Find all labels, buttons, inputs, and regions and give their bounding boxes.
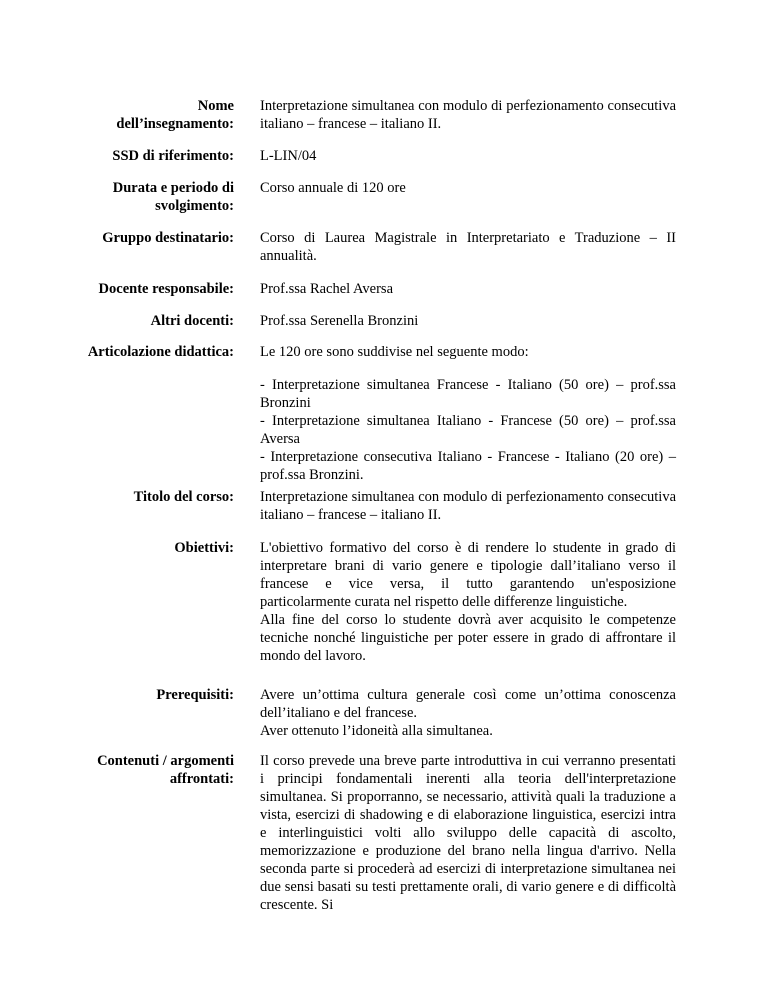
value-gruppo: [260, 229, 676, 265]
paragraph: L'obiettivo formativo del corso è di rendere lo studente in grado di interpretare brani di vario genere e tipologie dall’italiano verso il francese e vice versa, il tutto garantendo un'esposizione particolarmente curata nel rispetto delle differenze linguistiche.: [260, 540, 676, 610]
value-titolo-corso: [260, 488, 676, 524]
value-durata: [260, 179, 676, 197]
value-articolazione: [260, 343, 676, 361]
label-titolo-corso: Titolo del corso:: [133, 489, 234, 505]
value-line: Interpretazione simultanea con modulo di perfezionamento consecutiva italiano – francese – italiano II.: [260, 98, 676, 132]
value-line: Corso annuale di 120 ore: [260, 180, 406, 196]
paragraph: Alla fine del corso lo studente dovrà aver acquisito le competenze tecniche nonché linguistiche per poter essere in grado di affrontare il mondo del lavoro.: [260, 612, 676, 664]
value-line: L-LIN/04: [260, 148, 317, 164]
value-prerequisiti: [260, 686, 676, 740]
paragraph: Avere un’ottima cultura generale così come un’ottima conoscenza dell’italiano e del francese.: [260, 687, 676, 721]
label-nome-insegnamento: Nome dell’insegnamento:: [116, 98, 234, 132]
value-line: Corso di Laurea Magistrale in Interpretariato e Traduzione – II annualità.: [260, 230, 676, 264]
value-altri-docenti: [260, 312, 676, 330]
label-altri-docenti: Altri docenti:: [150, 313, 234, 329]
value-line: Le 120 ore sono suddivise nel seguente modo:: [260, 344, 529, 360]
label-ssd: SSD di riferimento:: [112, 148, 234, 164]
list-item: - Interpretazione consecutiva Italiano - Francese - Italiano (20 ore) – prof.ssa Bronzini.: [260, 449, 676, 483]
articolazione-list: [260, 376, 676, 484]
label-obiettivi: Obiettivi:: [174, 540, 234, 556]
list-item: - Interpretazione simultanea Francese - Italiano (50 ore) – prof.ssa Bronzini: [260, 377, 676, 411]
value-obiettivi: [260, 539, 676, 665]
list-item: - Interpretazione simultanea Italiano - Francese (50 ore) – prof.ssa Aversa: [260, 413, 676, 447]
paragraph: Il corso prevede una breve parte introduttiva in cui verranno presentati i principi fondamentali inerenti alla teoria dell'interpretazione simultanea. Si proporranno, se necessario, attività quali la traduzione a vista, esercizi di shadowing e di elaborazione linguistica, esercizi intra e interlinguistici volti allo sviluppo delle capacità di ascolto, memorizzazione e produzione del brano nella lingua d'arrivo. Nella seconda parte si procederà ad esercizi di interpretazione simultanea nei due sensi basati su testi prettamente orali, di vario genere e di difficoltà crescente. Si: [260, 753, 676, 913]
label-docente: Docente responsabile:: [98, 281, 234, 297]
label-articolazione: Articolazione didattica:: [87, 344, 234, 360]
label-prerequisiti: Prerequisiti:: [156, 687, 234, 703]
value-contenuti: [260, 752, 676, 914]
label-contenuti: Contenuti / argomenti affrontati:: [97, 753, 234, 787]
label-gruppo: Gruppo destinatario:: [102, 230, 234, 246]
label-durata: Durata e periodo di svolgimento:: [112, 180, 234, 214]
value-nome-insegnamento: [260, 97, 676, 133]
value-line: Prof.ssa Serenella Bronzini: [260, 313, 419, 329]
value-docente: [260, 280, 676, 298]
value-line: Prof.ssa Rachel Aversa: [260, 281, 394, 297]
value-line: Interpretazione simultanea con modulo di perfezionamento consecutiva italiano – francese – italiano II.: [260, 489, 676, 523]
paragraph: Aver ottenuto l’idoneità alla simultanea.: [260, 723, 493, 739]
value-ssd: [260, 147, 676, 165]
